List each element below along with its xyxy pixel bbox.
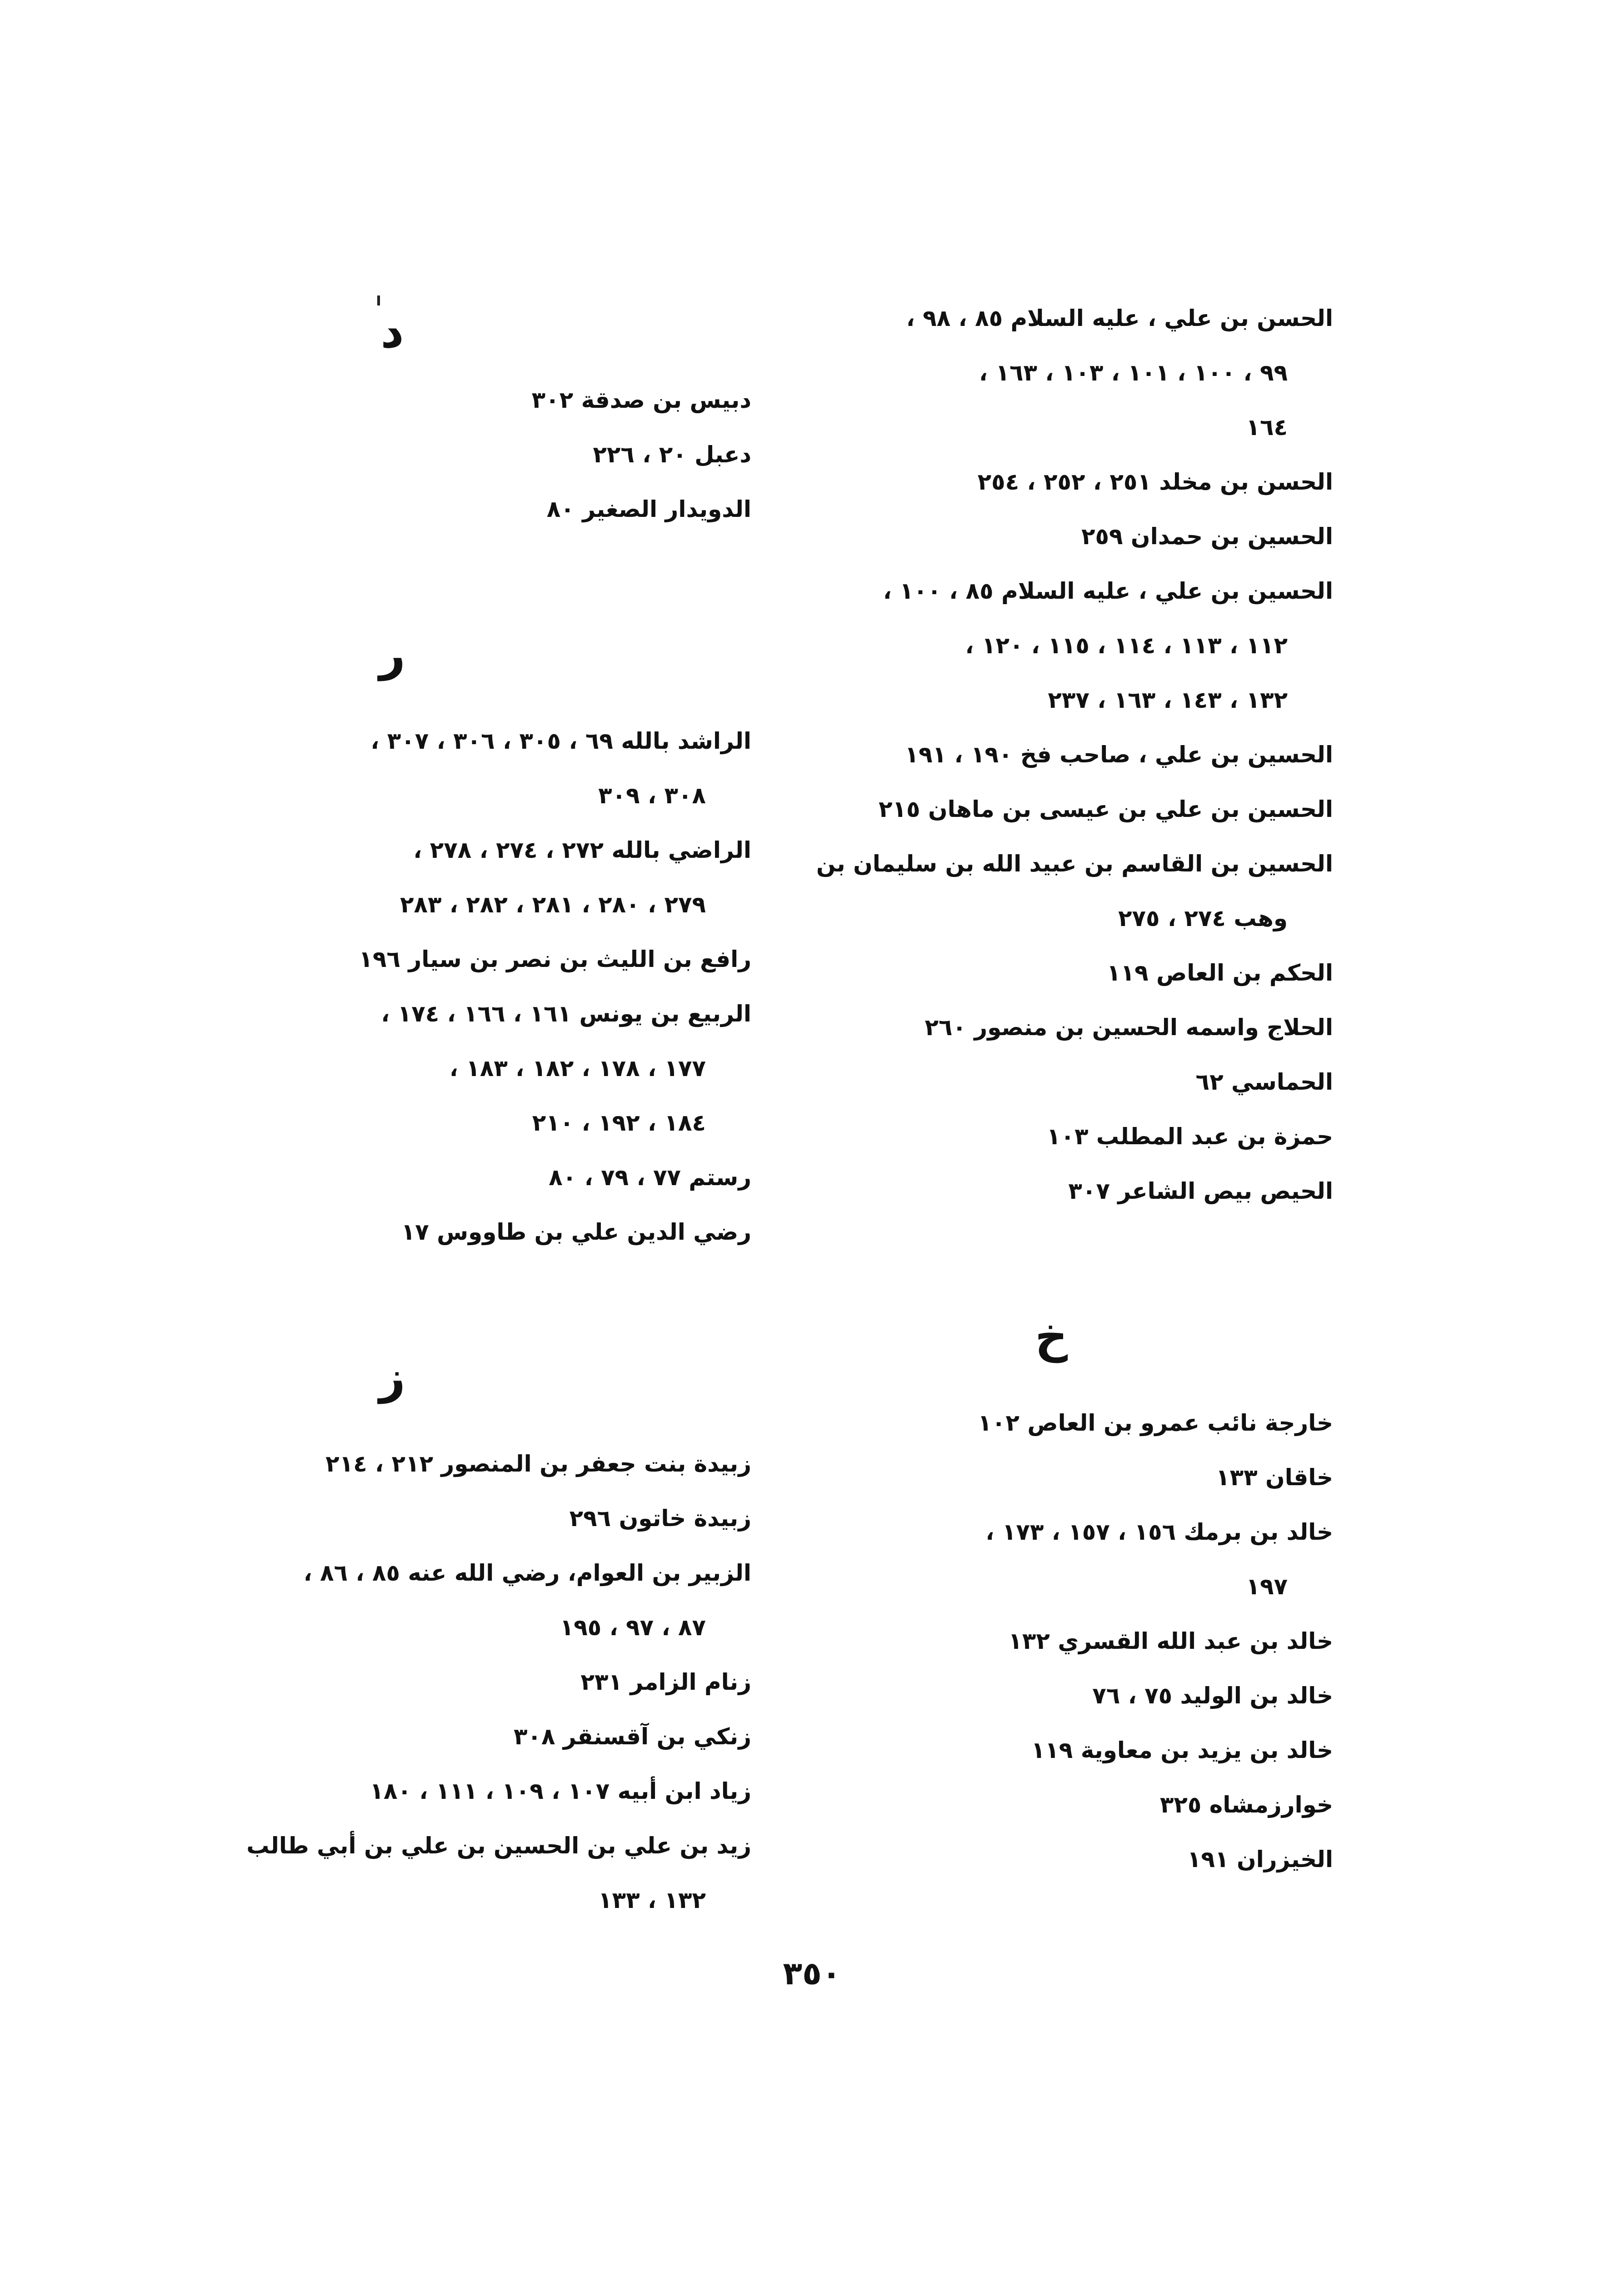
index-entry: الحكم بن العاص ١١٩ (1107, 960, 1333, 986)
section-ra (33, 714, 751, 1259)
index-entry: الزبير بن العوام، رضي الله عنه ٨٥ ، ٨٦ ، (303, 1560, 751, 1586)
index-entry: دعبل ٢٠ ، ٢٢٦ (593, 441, 751, 468)
index-entry: خوارزمشاه ٣٢٥ (1159, 1792, 1333, 1818)
index-entry: الراضي بالله ٢٧٢ ، ٢٧٤ ، ٢٧٨ ، (413, 837, 751, 863)
section-heading-dal: د (380, 305, 404, 358)
index-entry: الحسين بن القاسم بن عبيد الله بن سليمان بن (816, 851, 1333, 877)
index-entry: الحسين بن علي ، عليه السلام ٨٥ ، ١٠٠ ، (883, 578, 1333, 604)
index-entry-continuation: ١٨٤ ، ١٩٢ ، ٢١٠ (532, 1110, 706, 1136)
index-entry-continuation: وهب ٢٧٤ ، ٢٧٥ (1118, 905, 1288, 931)
index-entry-continuation: ١٧٧ ، ١٧٨ ، ١٨٢ ، ١٨٣ ، (449, 1055, 706, 1081)
index-entry-continuation: ١٩٧ (1246, 1573, 1288, 1600)
index-entry: الحسين بن حمدان ٢٥٩ (1081, 523, 1333, 550)
index-entry-continuation: ١٣٢ ، ١٣٣ (598, 1887, 706, 1913)
index-entry: الحيص بيص الشاعر ٣٠٧ (1068, 1178, 1333, 1204)
section-ha (770, 291, 1333, 1218)
index-entry: خالد بن عبد الله القسري ١٣٢ (1008, 1628, 1333, 1654)
index-entry: رستم ٧٧ ، ٧٩ ، ٨٠ (549, 1164, 751, 1191)
index-entry: خارجة نائب عمرو بن العاص ١٠٢ (978, 1410, 1333, 1436)
section-gap (33, 1259, 751, 1337)
index-entry: الدويدار الصغير ٨٠ (546, 496, 751, 522)
index-entry: الحماسي ٦٢ (1195, 1069, 1333, 1095)
index-entry-continuation: ٩٩ ، ١٠٠ ، ١٠١ ، ١٠٣ ، ١٦٣ ، (979, 360, 1288, 386)
index-entry: رافع بن الليث بن نصر بن سيار ١٩٦ (359, 946, 751, 972)
index-entry: زبيدة بنت جعفر بن المنصور ٢١٢ ، ٢١٤ (325, 1451, 751, 1477)
index-entry: رضي الدين علي بن طاووس ١٧ (401, 1219, 751, 1245)
section-zay (33, 1437, 751, 1928)
index-entry: زنام الزامر ٢٣١ (580, 1669, 751, 1695)
index-entry-continuation: ١٦٤ (1246, 414, 1288, 441)
index-entry: زياد ابن أبيه ١٠٧ ، ١٠٩ ، ١١١ ، ١٨٠ (370, 1778, 751, 1804)
index-entry: زنكي بن آقسنقر ٣٠٨ (513, 1723, 751, 1750)
index-entry: الحسين بن علي بن عيسى بن ماهان ٢١٥ (879, 796, 1333, 822)
section-heading-kha: خ (1034, 1310, 1068, 1363)
index-entry: حمزة بن عبد المطلب ١٠٣ (1046, 1123, 1333, 1150)
section-heading-zay: ز (379, 1351, 405, 1404)
section-heading-ra: ر (379, 628, 405, 681)
index-entry: زيد بن علي بن الحسين بن علي بن أبي طالب (246, 1832, 751, 1859)
index-entry: الراشد بالله ٦٩ ، ٣٠٥ ، ٣٠٦ ، ٣٠٧ ، (370, 728, 751, 754)
index-entry-continuation: ١٣٢ ، ١٤٣ ، ١٦٣ ، ٢٣٧ (1048, 687, 1288, 713)
index-entry: خالد بن برمك ١٥٦ ، ١٥٧ ، ١٧٣ ، (985, 1519, 1333, 1545)
heading-gap (33, 1418, 751, 1437)
page-number: ٣٥٠ (783, 1955, 841, 1992)
index-entry-continuation: ٣٠٨ ، ٣٠٩ (598, 782, 706, 809)
index-entry-continuation: ٢٧٩ ، ٢٨٠ ، ٢٨١ ، ٢٨٢ ، ٢٨٣ (400, 891, 706, 918)
index-column-left (33, 291, 751, 1928)
section-dal (33, 373, 751, 536)
index-entry: الخيزران ١٩١ (1187, 1846, 1333, 1872)
section-gap (33, 536, 751, 614)
section-gap (770, 1218, 1333, 1296)
index-entry: الحسين بن علي ، صاحب فخ ١٩٠ ، ١٩١ (904, 741, 1333, 768)
heading-gap (33, 696, 751, 714)
index-entry: دبيس بن صدقة ٣٠٢ (531, 387, 751, 413)
index-column-right (770, 291, 1333, 1887)
index-entry: الحلاج واسمه الحسين بن منصور ٢٦٠ (924, 1014, 1333, 1041)
index-entry-continuation: ١١٢ ، ١١٣ ، ١١٤ ، ١١٥ ، ١٢٠ ، (965, 632, 1288, 659)
index-entry: زبيدة خاتون ٢٩٦ (569, 1505, 751, 1532)
index-entry: خاقان ١٣٣ (1216, 1464, 1333, 1491)
section-kha (770, 1396, 1333, 1887)
index-entry-continuation: ٨٧ ، ٩٧ ، ١٩٥ (560, 1614, 706, 1641)
heading-gap (770, 1377, 1333, 1396)
index-entry: الحسن بن مخلد ٢٥١ ، ٢٥٢ ، ٢٥٤ (977, 469, 1333, 495)
index-entry: خالد بن الوليد ٧٥ ، ٧٦ (1092, 1682, 1333, 1709)
index-entry: الحسن بن علي ، عليه السلام ٨٥ ، ٩٨ ، (906, 305, 1333, 331)
index-entry: خالد بن يزيد بن معاوية ١١٩ (1031, 1737, 1333, 1763)
index-entry: الربيع بن يونس ١٦١ ، ١٦٦ ، ١٧٤ ، (381, 1001, 751, 1027)
